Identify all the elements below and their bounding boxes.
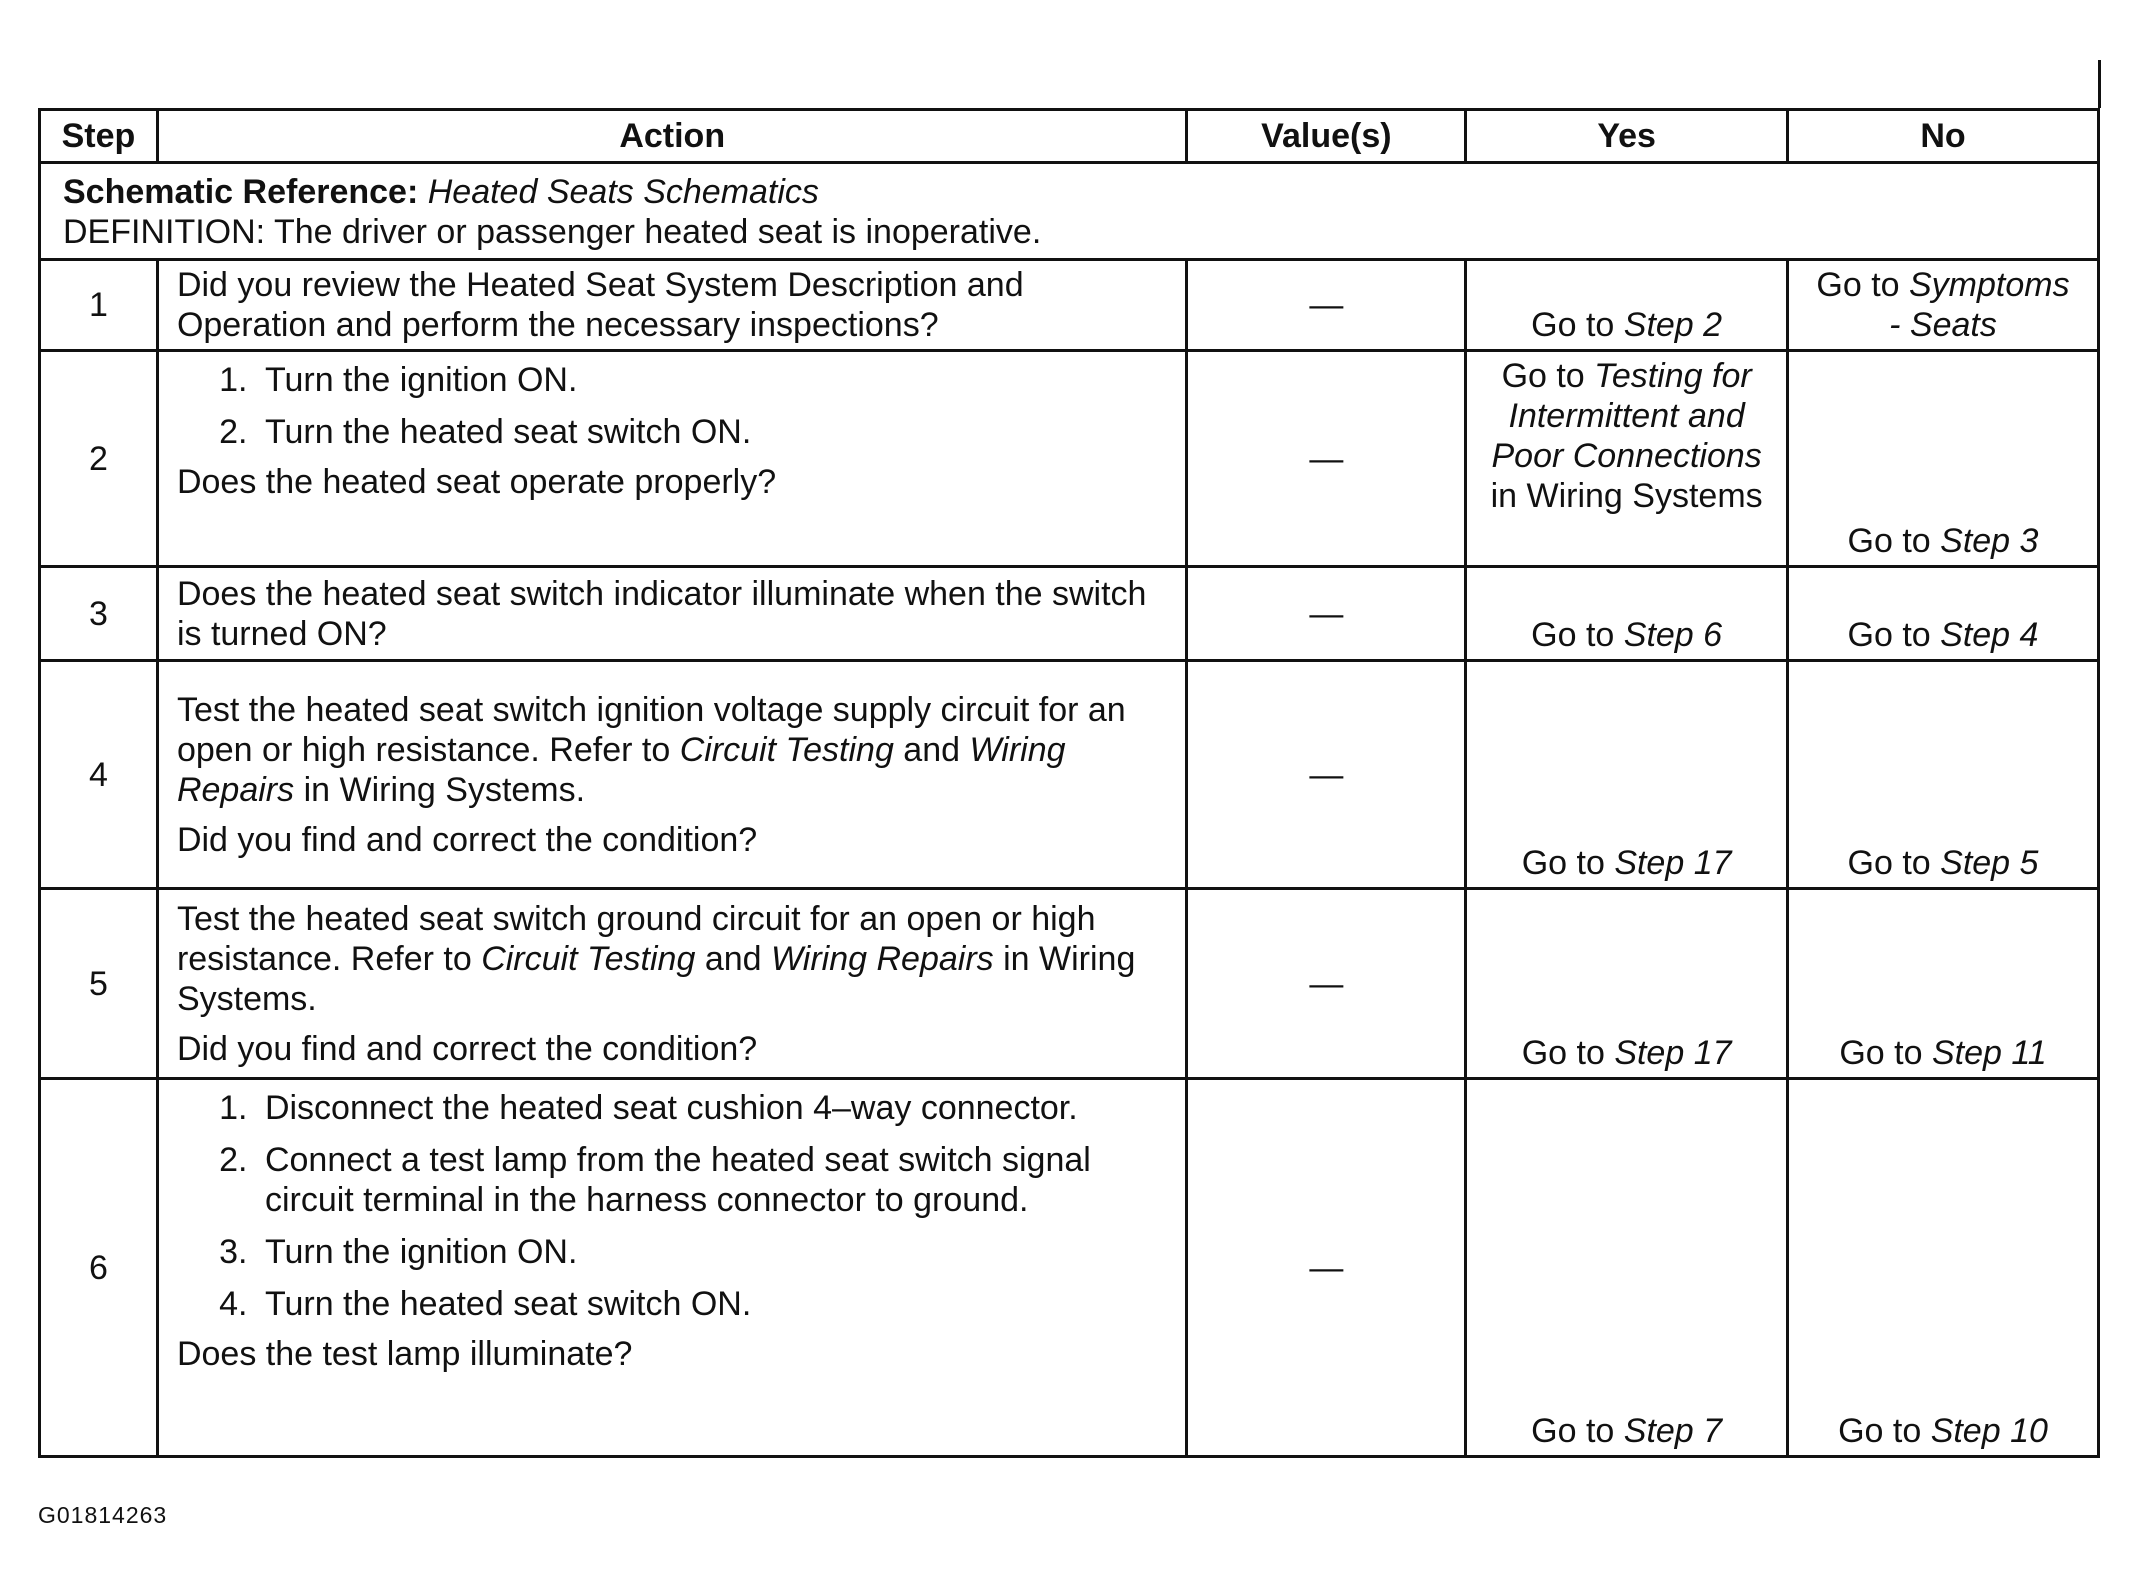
header-step: Step	[40, 110, 158, 163]
header-no: No	[1787, 110, 2098, 163]
no-cell	[1787, 567, 2098, 661]
no-prefix: Go to	[1847, 616, 1941, 654]
action-text: in Wiring Systems.	[294, 770, 586, 809]
diagnostic-table-container	[38, 108, 2100, 1458]
action-cell	[157, 351, 1187, 567]
no-prefix: Go to	[1839, 1034, 1932, 1072]
action-text: and	[695, 939, 771, 978]
wiring-repairs-link[interactable]: Wiring Repairs	[176, 730, 1066, 809]
action-steps-list	[177, 1088, 1168, 1324]
yes-link[interactable]: Step 6	[1623, 616, 1723, 654]
yes-link[interactable]: Step 17	[1614, 1034, 1732, 1072]
yes-link[interactable]: Step 7	[1623, 1412, 1723, 1450]
no-link[interactable]: Step 11	[1931, 1034, 2047, 1072]
figure-id: G01814263	[38, 1502, 168, 1528]
action-cell	[157, 889, 1187, 1079]
list-item: 2. Turn the heated seat switch ON.	[257, 412, 1168, 452]
value-cell: —	[1187, 260, 1466, 351]
action-text: and	[893, 730, 970, 769]
action-cell: Did you review the Heated Seat System Description and Operation and perform the necessary inspections?	[157, 260, 1187, 351]
circuit-testing-link[interactable]: Circuit Testing	[679, 730, 894, 769]
yes-prefix: Go to	[1531, 306, 1624, 344]
table-row	[40, 260, 2099, 351]
list-item: 1. Disconnect the heated seat cushion 4–way connector.	[257, 1088, 1168, 1128]
schematic-reference	[63, 172, 2075, 212]
table-row	[40, 351, 2099, 567]
list-item: 3. Turn the ignition ON.	[257, 1232, 1168, 1272]
action-question: Does the heated seat operate properly?	[176, 463, 777, 501]
yes-cell	[1466, 567, 1788, 661]
schematic-reference-label: Schematic Reference:	[63, 173, 419, 211]
value-cell: —	[1187, 1079, 1466, 1457]
yes-prefix: Go to	[1531, 1412, 1624, 1450]
no-prefix: Go to	[1847, 844, 1941, 882]
step-number: 5	[40, 889, 158, 1079]
schematic-reference-link[interactable]: Heated Seats Schematics	[427, 173, 819, 211]
no-link[interactable]: Step 10	[1930, 1412, 2048, 1450]
step-number: 1	[40, 260, 158, 351]
value-cell: —	[1187, 351, 1466, 567]
yes-cell	[1466, 351, 1788, 567]
yes-cell	[1466, 661, 1788, 889]
table-row	[40, 1079, 2099, 1457]
diagnostic-table	[38, 108, 2100, 1458]
action-text: in Wiring Systems.	[176, 939, 1136, 1018]
definition-text: DEFINITION: The driver or passenger heated seat is inoperative.	[63, 213, 1042, 251]
no-link[interactable]: Step 4	[1940, 616, 2039, 654]
table-row	[40, 567, 2099, 661]
action-cell	[157, 1079, 1187, 1457]
header-values: Value(s)	[1187, 110, 1466, 163]
yes-cell	[1466, 889, 1788, 1079]
yes-prefix: Go to	[1531, 616, 1624, 654]
action-text: Test the heated seat switch ignition voltage supply circuit for an open or high resistance. Refer to	[176, 690, 1126, 769]
no-link[interactable]: Step 5	[1940, 844, 2039, 882]
table-row	[40, 889, 2099, 1079]
list-item: 1. Turn the ignition ON.	[257, 360, 1168, 400]
no-cell	[1787, 351, 2098, 567]
yes-cell	[1466, 260, 1788, 351]
action-question: Does the test lamp illuminate?	[176, 1335, 633, 1373]
reference-cell	[40, 163, 2099, 260]
list-item: 2. Connect a test lamp from the heated seat switch signal circuit terminal in the harness connector to ground.	[257, 1140, 1168, 1220]
value-cell: —	[1187, 889, 1466, 1079]
no-prefix: Go to	[1838, 1412, 1931, 1450]
step-number: 4	[40, 661, 158, 889]
yes-suffix: in Wiring Systems	[1490, 477, 1763, 515]
no-link[interactable]: Symptoms - Seats	[1889, 266, 2070, 344]
action-text: Test the heated seat switch ground circuit for an open or high resistance. Refer to	[176, 899, 1096, 978]
page-edge-mark	[2098, 60, 2101, 108]
action-cell	[157, 661, 1187, 889]
wiring-repairs-link[interactable]: Wiring Repairs	[771, 939, 994, 978]
header-row	[40, 110, 2099, 163]
yes-link[interactable]: Testing for Intermittent and Poor Connections	[1491, 357, 1762, 475]
no-link[interactable]: Step 3	[1940, 522, 2039, 560]
yes-link[interactable]: Step 17	[1614, 844, 1732, 882]
value-cell: —	[1187, 567, 1466, 661]
yes-link[interactable]: Step 2	[1623, 306, 1723, 344]
action-cell: Does the heated seat switch indicator illuminate when the switch is turned ON?	[157, 567, 1187, 661]
list-item: 4. Turn the heated seat switch ON.	[257, 1284, 1168, 1324]
value-cell: —	[1187, 661, 1466, 889]
action-question: Did you find and correct the condition?	[176, 1029, 758, 1068]
step-number: 2	[40, 351, 158, 567]
circuit-testing-link[interactable]: Circuit Testing	[481, 939, 696, 978]
step-number: 6	[40, 1079, 158, 1457]
no-prefix: Go to	[1816, 266, 1909, 304]
table-row	[40, 661, 2099, 889]
yes-prefix: Go to	[1521, 1034, 1615, 1072]
action-question: Did you find and correct the condition?	[176, 820, 758, 859]
yes-cell	[1466, 1079, 1788, 1457]
action-steps-list	[177, 360, 1168, 452]
no-cell	[1787, 260, 2098, 351]
action-instruction	[177, 899, 1168, 1019]
step-number: 3	[40, 567, 158, 661]
no-prefix: Go to	[1847, 522, 1941, 560]
yes-prefix: Go to	[1501, 357, 1595, 395]
reference-row	[40, 163, 2099, 260]
no-cell	[1787, 1079, 2098, 1457]
no-cell	[1787, 661, 2098, 889]
no-cell	[1787, 889, 2098, 1079]
yes-prefix: Go to	[1521, 844, 1615, 882]
header-yes: Yes	[1466, 110, 1788, 163]
header-action: Action	[157, 110, 1187, 163]
action-instruction	[177, 690, 1168, 810]
